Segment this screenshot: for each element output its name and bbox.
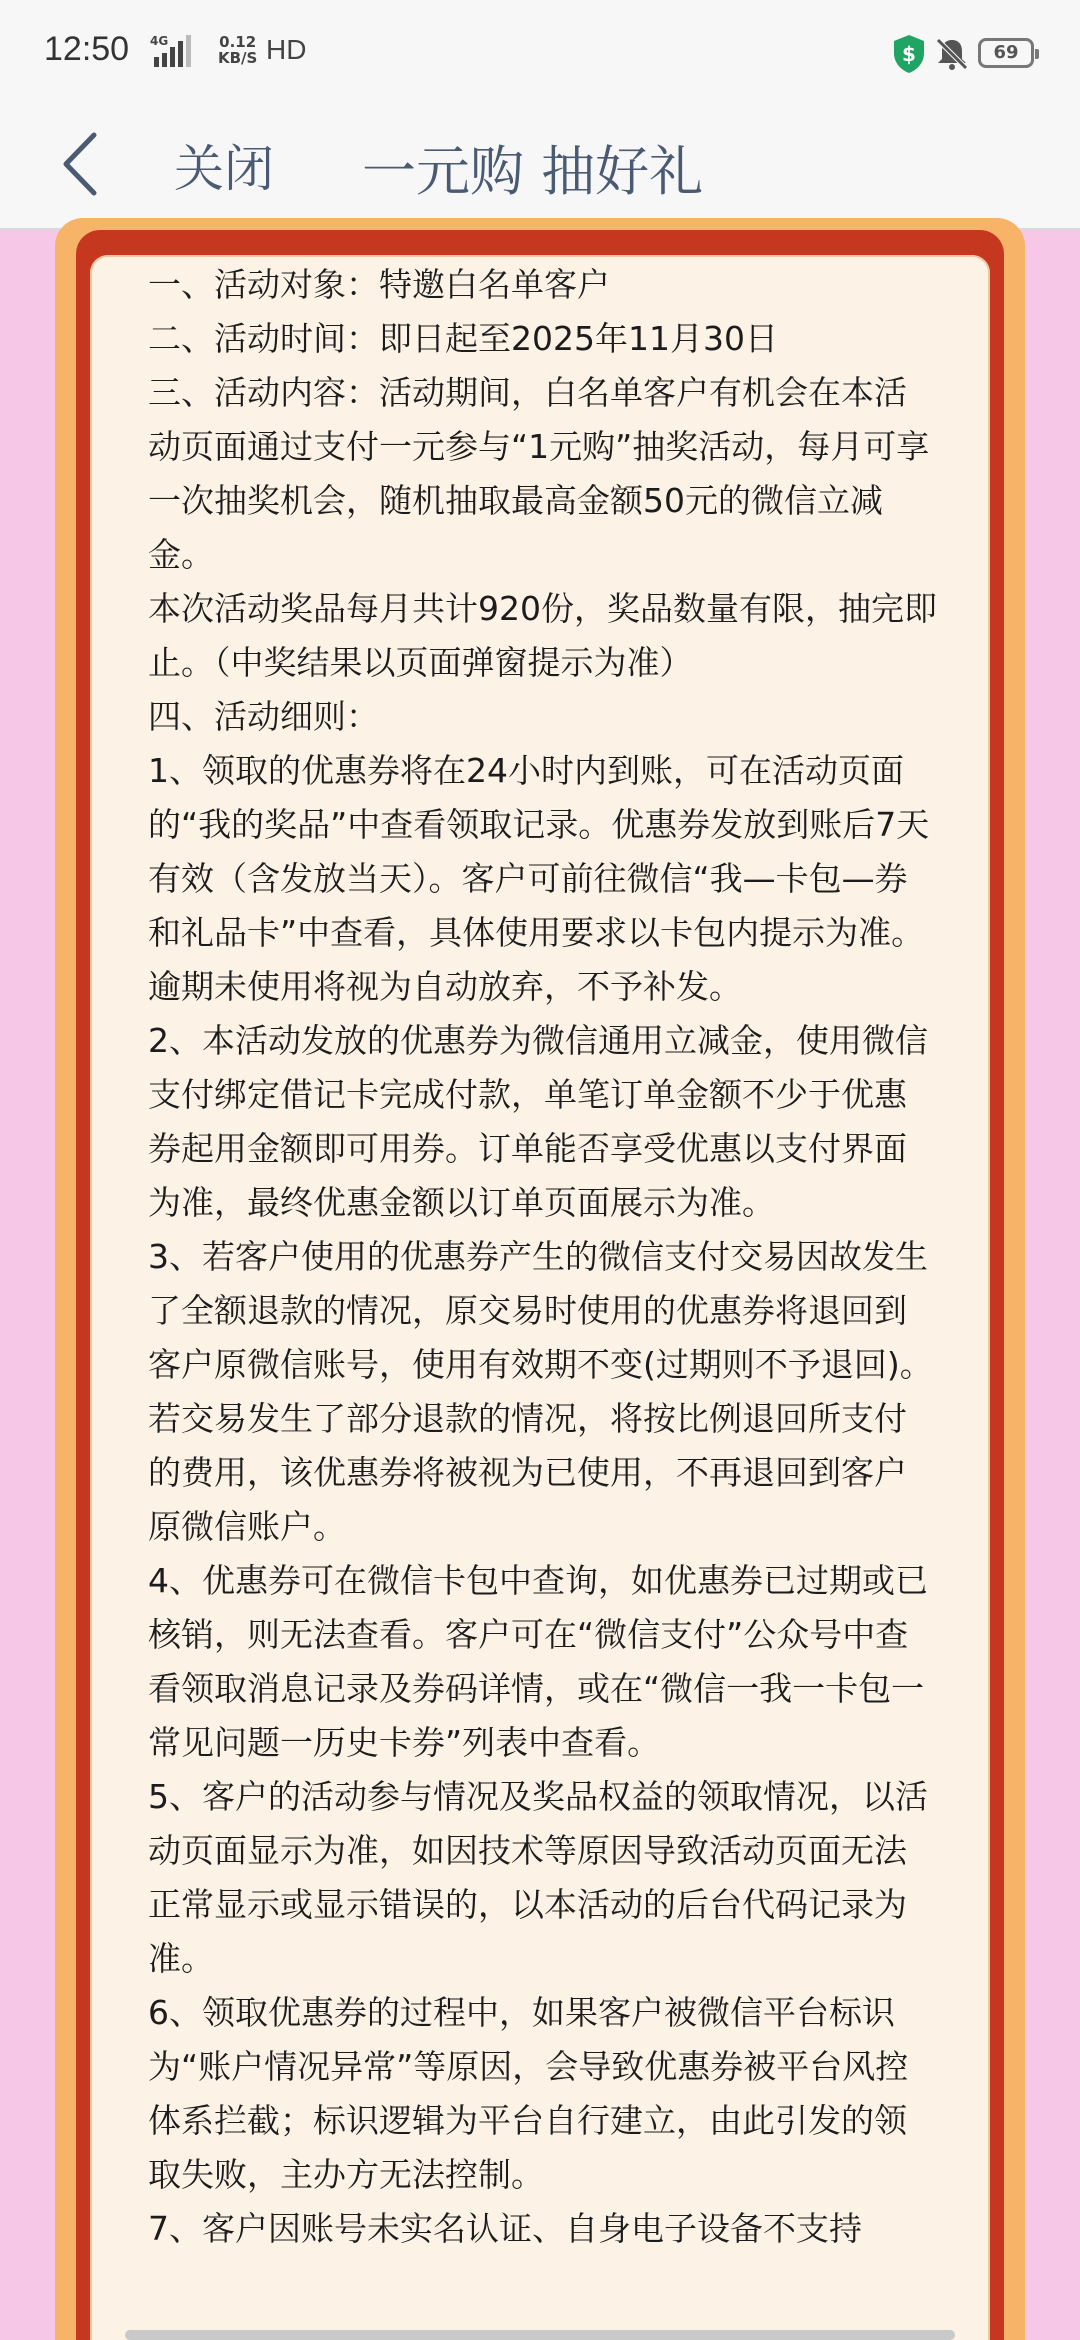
page-title: 一元购 抽好礼 [362,140,704,203]
rule-item-5: 5、客户的活动参与情况及奖品权益的领取情况，以活动页面显示为准，如因技术等原因导致活动页面无法正常显示或显示错误的，以本活动的后台代码记录为准。 [148,1777,928,1978]
rule-prize-count: 本次活动奖品每月共计920份，奖品数量有限，抽完即止。（中奖结果以页面弹窗提示为准） [148,589,937,682]
hd-indicator: HD [266,34,307,65]
svg-text:$: $ [902,42,916,66]
signal-icon [150,33,210,69]
status-bar [0,0,1080,105]
speed-unit: KB/S [218,49,258,67]
network-label: 4G [150,34,169,48]
rules-text [148,258,938,2256]
shield-dollar-icon [892,34,926,74]
network-speed [218,34,257,66]
status-time: 12:50 [44,30,130,68]
rule-details-heading: 四、活动细则： [148,697,379,736]
rule-item-7: 7、客户因账号未实名认证、自身电子设备不支持 [148,2209,862,2248]
close-button[interactable]: 关闭 [174,140,274,198]
rule-item-2: 2、本活动发放的优惠券为微信通用立减金，使用微信支付绑定借记卡完成付款，单笔订单金额不少于优惠券起用金额即可用券。订单能否享受优惠以支付界面为准，最终优惠金额以订单页面展示为准。 [148,1021,928,1222]
rule-item-4: 4、优惠券可在微信卡包中查询，如优惠券已过期或已核销，则无法查看。客户可在“微信支付”公众号中查看领取消息记录及券码详情，或在“微信一我一卡包一常见问题一历史卡券”列表中查看。 [148,1561,928,1762]
scrollbar[interactable] [125,2330,955,2340]
rule-period: 二、活动时间：即日起至2025年11月30日 [148,319,778,358]
rule-target: 一、活动对象：特邀白名单客户 [148,265,610,304]
bell-off-icon [934,36,970,72]
rule-content: 三、活动内容：活动期间，白名单客户有机会在本活动页面通过支付一元参与“1元购”抽奖活动，每月可享一次抽奖机会，随机抽取最高金额50元的微信立减金。 [148,373,930,574]
rule-item-6: 6、领取优惠券的过程中，如果客户被微信平台标识为“账户情况异常”等原因，会导致优惠券被平台风控体系拦截；标识逻辑为平台自行建立，由此引发的领取失败，主办方无法控制。 [148,1993,909,2194]
speed-value: 0.12 [219,33,257,51]
back-arrow-icon[interactable] [56,129,106,199]
rule-item-3: 3、若客户使用的优惠券产生的微信支付交易因故发生了全额退款的情况，原交易时使用的优惠券将退回到客户原微信账号，使用有效期不变(过期则不予退回)。若交易发生了部分退款的情况，将按比例退回所支付的费用，该优惠券将被视为已使用，不再退回到客户原微信账户。 [148,1237,933,1546]
battery-icon: 69 [978,38,1034,68]
rule-item-1: 1、领取的优惠券将在24小时内到账，可在活动页面的“我的奖品”中查看领取记录。优惠券发放到账后7天有效（含发放当天）。客户可前往微信“我—卡包—券和礼品卡”中查看，具体使用要求以卡包内提示为准。逾期未使用将视为自动放弃，不予补发。 [148,751,930,1006]
nav-bar [0,105,1080,230]
